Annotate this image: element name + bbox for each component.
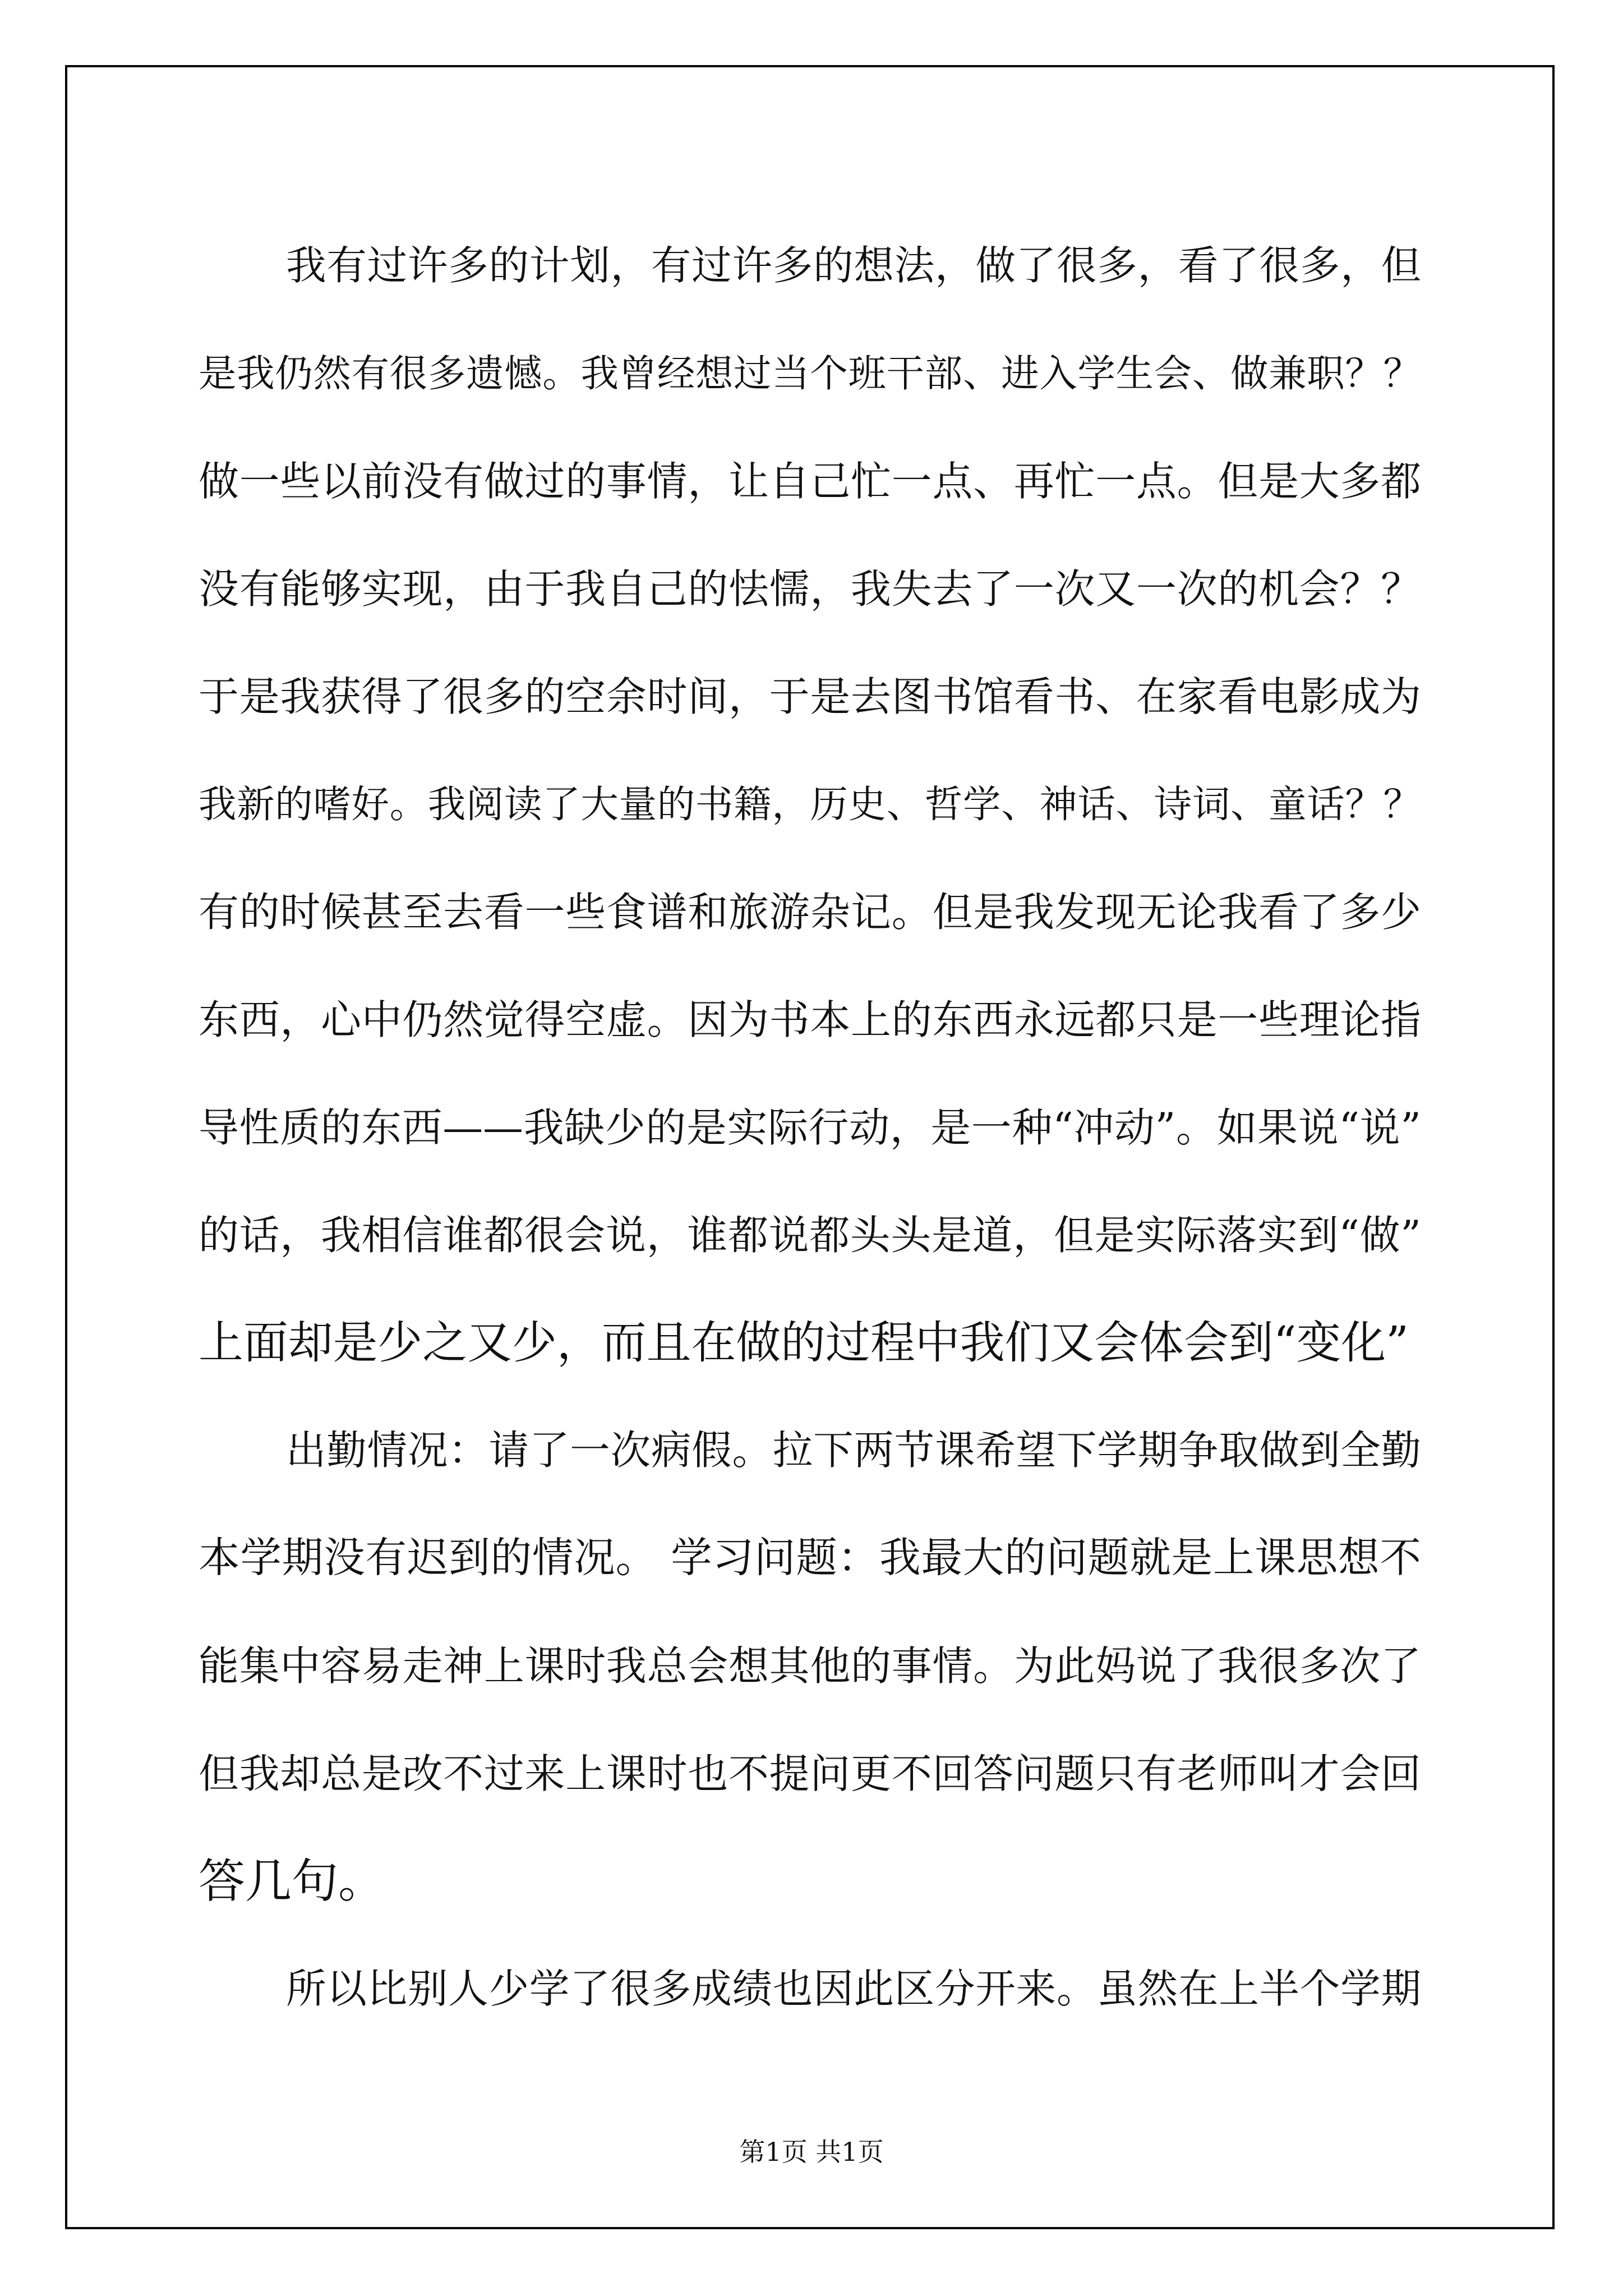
paragraph-line: 答几句。	[199, 1854, 385, 1908]
paragraph-line: 没有能够实现，由于我自己的怯懦，我失去了一次又一次的机会？？	[199, 565, 1421, 613]
paragraph-line: 的话，我相信谁都很会说，谁都说都头头是道，但是实际落实到“做”	[199, 1212, 1421, 1259]
paragraph-line: 但我却总是改不过来上课时也不提问更不回答问题只有老师叫才会回	[199, 1750, 1421, 1797]
paragraph-line: 我有过许多的计划，有过许多的想法，做了很多，看了很多，但	[286, 242, 1421, 289]
paragraph-line: 做一些以前没有做过的事情，让自己忙一点、再忙一点。但是大多都	[199, 458, 1421, 505]
paragraph-line: 有的时候甚至去看一些食谱和旅游杂记。但是我发现无论我看了多少	[199, 889, 1421, 936]
paragraph-line: 是我仍然有很多遗憾。我曾经想过当个班干部、进入学生会、做兼职？？	[199, 351, 1421, 395]
document-body	[199, 212, 1421, 2043]
paragraph-line: 导性质的东西——我缺少的是实际行动，是一种“冲动”。如果说“说”	[199, 1104, 1421, 1151]
paragraph-line: 于是我获得了很多的空余时间，于是去图书馆看书、在家看电影成为	[199, 673, 1421, 720]
paragraph-line: 我新的嗜好。我阅读了大量的书籍，历史、哲学、神话、诗词、童话？？	[199, 782, 1421, 826]
paragraph-line: 本学期没有迟到的情况。 学习问题：我最大的问题就是上课思想不	[199, 1534, 1421, 1582]
page-number-footer: 第1页 共1页	[739, 2137, 884, 2167]
paragraph-line: 出勤情况：请了一次病假。拉下两节课希望下学期争取做到全勤	[286, 1427, 1421, 1474]
paragraph-line: 所以比别人少学了很多成绩也因此区分开来。虽然在上半个学期	[286, 1966, 1421, 2012]
paragraph-line: 上面却是少之又少，而且在做的过程中我们又会体会到“变化”	[199, 1317, 1409, 1369]
paragraph-line: 东西，心中仍然觉得空虚。因为书本上的东西永远都只是一些理论指	[199, 996, 1421, 1043]
paragraph-line: 能集中容易走神上课时我总会想其他的事情。为此妈说了我很多次了	[199, 1642, 1421, 1690]
